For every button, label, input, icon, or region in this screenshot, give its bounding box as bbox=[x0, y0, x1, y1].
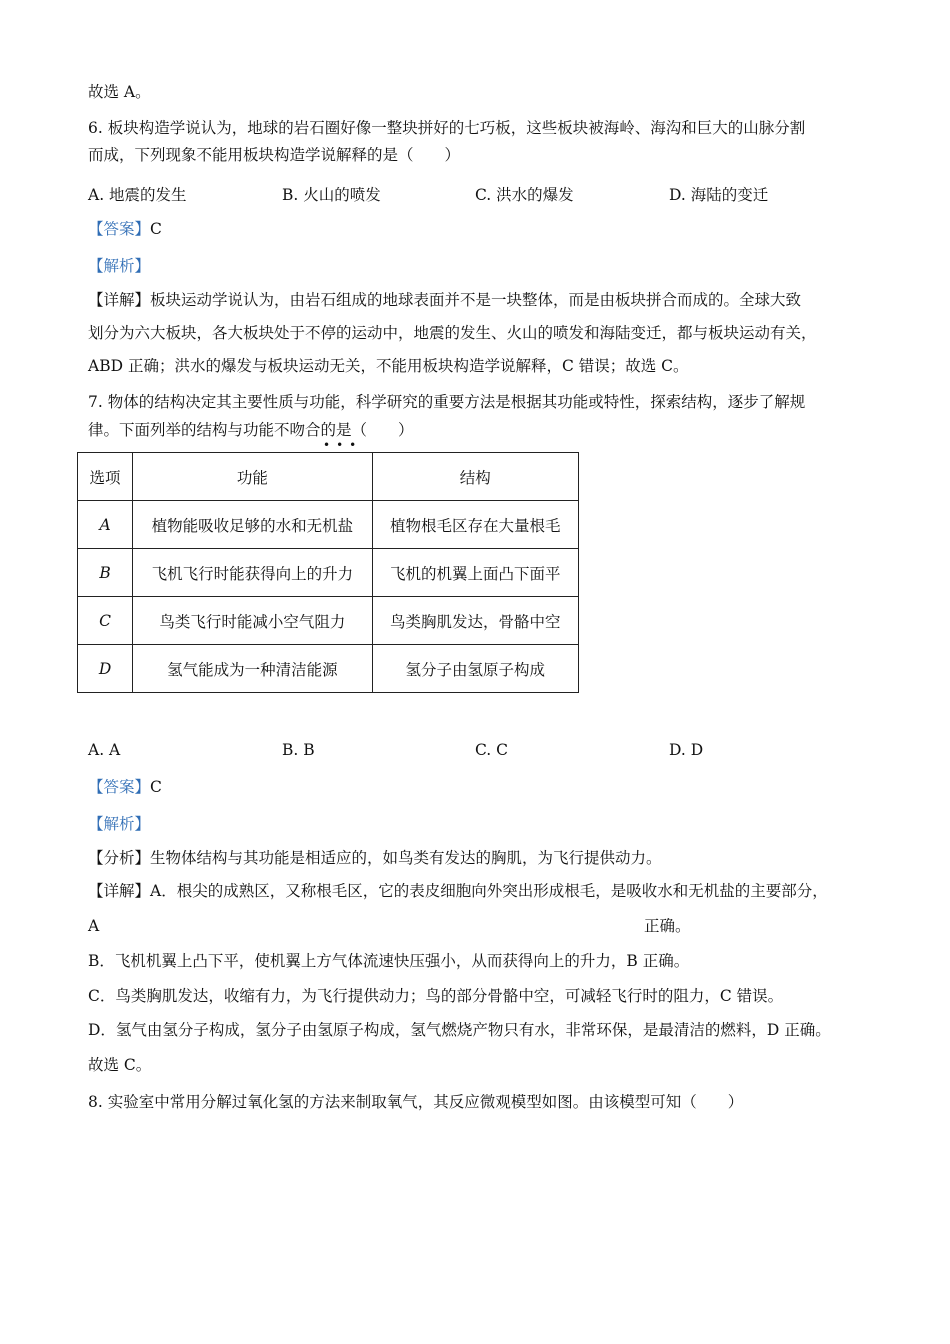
previous-conclusion: 故选 A。 bbox=[88, 83, 151, 101]
q7-stem-line1: 7. 物体的结构决定其主要性质与功能，科学研究的重要方法是根据其功能或特性，探索结构，逐步了解规 bbox=[88, 393, 806, 411]
q7-option-a: A. A bbox=[88, 741, 121, 759]
emphasis-dots: ••• bbox=[323, 438, 363, 452]
q7-fenxi: 【分析】生物体结构与其功能是相适应的，如鸟类有发达的胸肌，为飞行提供动力。 bbox=[88, 849, 662, 867]
header-structure: 结构 bbox=[372, 453, 578, 501]
table-header-row bbox=[78, 453, 579, 501]
q7-detail-line3: B．飞机机翼上凸下平，使机翼上方气体流速快压强小，从而获得向上的升力，B 正确。 bbox=[88, 952, 690, 970]
answer-tag: 【答案】 bbox=[88, 220, 151, 238]
detail-tag: 【详解】 bbox=[88, 882, 151, 900]
q7-detail-line4: C．鸟类胸肌发达，收缩有力，为飞行提供动力；鸟的部分骨骼中空，可减轻飞行时的阻力，C 错误。 bbox=[88, 987, 784, 1005]
q6-detail-line1: 【详解】板块运动学说认为，由岩石组成的地球表面并不是一块整体，而是由板块拼合而成的。全球大致 bbox=[88, 291, 802, 309]
header-option: 选项 bbox=[78, 453, 133, 501]
q7-option-b: B. B bbox=[282, 741, 315, 759]
answer-tag: 【答案】 bbox=[88, 778, 151, 796]
q8-stem: 8. 实验室中常用分解过氧化氢的方法来制取氧气，其反应微观模型如图。由该模型可知（ ） bbox=[88, 1093, 744, 1111]
q7-detail-line5: D．氢气由氢分子构成，氢分子由氢原子构成，氢气燃烧产物只有水，非常环保，是最清洁的燃料，D 正确。 bbox=[88, 1021, 831, 1039]
q7-analysis-tag: 【解析】 bbox=[88, 815, 151, 833]
table-row: B 飞机飞行时能获得向上的升力 飞机的机翼上面凸下面平 bbox=[78, 549, 579, 597]
q7-option-c: C. C bbox=[475, 741, 509, 759]
q6-answer bbox=[88, 219, 162, 239]
table-row: D 氢气能成为一种清洁能源 氢分子由氢原子构成 bbox=[78, 645, 579, 693]
answer-value: C bbox=[150, 778, 162, 796]
q6-option-a: A. 地震的发生 bbox=[88, 186, 187, 204]
table-row: C 鸟类飞行时能减小空气阻力 鸟类胸肌发达，骨骼中空 bbox=[78, 597, 579, 645]
q6-detail-line2: 划分为六大板块，各大板块处于不停的运动中，地震的发生、火山的喷发和海陆变迁，都与板块运动有关， bbox=[88, 324, 817, 342]
header-function: 功能 bbox=[133, 453, 372, 501]
q7-conclusion: 故选 C。 bbox=[88, 1056, 152, 1074]
q7-detail-line2-right: 正确。 bbox=[644, 917, 691, 935]
q6-stem-line1: 6. 板块构造学说认为，地球的岩石圈好像一整块拼好的七巧板，这些板块被海岭、海沟和巨大的山脉分割 bbox=[88, 119, 806, 137]
q6-option-d: D. 海陆的变迁 bbox=[669, 186, 769, 204]
q6-option-c: C. 洪水的爆发 bbox=[475, 186, 574, 204]
q7-detail-line1: 【详解】A．根尖的成熟区，又称根毛区，它的表皮细胞向外突出形成根毛，是吸收水和无机盐的主要部分， bbox=[88, 882, 828, 900]
detail-tag: 【详解】 bbox=[88, 291, 151, 309]
q7-option-d: D. D bbox=[669, 741, 704, 759]
table-row: A 植物能吸收足够的水和无机盐 植物根毛区存在大量根毛 bbox=[78, 501, 579, 549]
q7-answer bbox=[88, 777, 162, 797]
q6-analysis-tag: 【解析】 bbox=[88, 257, 151, 275]
answer-value: C bbox=[150, 220, 162, 238]
fenxi-tag: 【分析】 bbox=[88, 849, 151, 867]
q6-detail-line3: ABD 正确；洪水的爆发与板块运动无关，不能用板块构造学说解释，C 错误；故选 C。 bbox=[88, 357, 689, 375]
q6-option-b: B. 火山的喷发 bbox=[282, 186, 381, 204]
q7-stem-line2: 律。下面列举的结构与功能不吻合的是（ ） bbox=[88, 421, 414, 439]
q6-stem-line2: 而成，下列现象不能用板块构造学说解释的是（ ） bbox=[88, 146, 461, 164]
q7-detail-line2-left: A bbox=[88, 917, 100, 935]
function-structure-table bbox=[77, 452, 579, 693]
